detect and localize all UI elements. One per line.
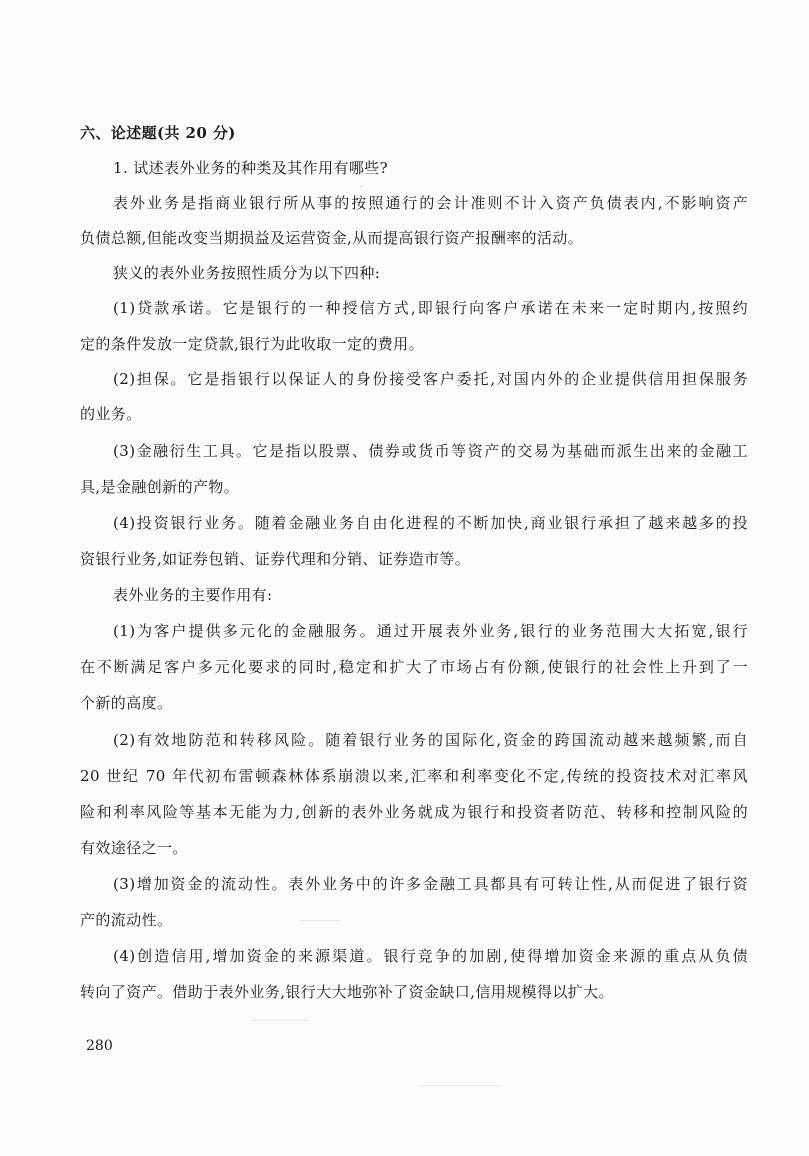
paragraph-line: 在不断满足客户多元化要求的同时,稳定和扩大了市场占有份额,使银行的社会性上升到了一	[80, 658, 748, 676]
paragraph-line: 产的流动性。	[80, 911, 173, 929]
paragraph-line: (4)投资银行业务。随着金融业务自由化进程的不断加快,商业银行承担了越来越多的投	[113, 514, 748, 532]
paragraph-line: 个新的高度。	[80, 694, 173, 712]
scan-speck	[250, 1020, 310, 1021]
section-heading: 六、论述题(共 20 分)	[80, 124, 236, 142]
paragraph-line: (4)创造信用,增加资金的来源渠道。银行竞争的加剧,使得增加资金来源的重点从负债	[113, 947, 748, 965]
paragraph-line: 有效途径之一。	[80, 839, 188, 857]
scan-speck	[360, 186, 362, 187]
paragraph-line: 20 世纪 70 年代初布雷顿森林体系崩溃以来,汇率和利率变化不定,传统的投资技术对汇率风	[80, 767, 748, 785]
paragraph-line: 的业务。	[80, 405, 142, 423]
paragraph-line: (3)增加资金的流动性。表外业务中的许多金融工具都具有可转让性,从而促进了银行资	[113, 875, 748, 893]
paragraph-line: (2)担保。它是指银行以保证人的身份接受客户委托,对国内外的企业提供信用担保服务	[113, 370, 748, 388]
paragraph-line: (3)金融衍生工具。它是指以股票、债券或货币等资产的交易为基础而派生出来的金融工	[113, 442, 748, 460]
question-title: 1. 试述表外业务的种类及其作用有哪些?	[113, 159, 389, 177]
paragraph-line: (2)有效地防范和转移风险。随着银行业务的国际化,资金的跨国流动越来越频繁,而自	[113, 731, 748, 749]
paragraph-line: 转向了资产。借助于表外业务,银行大大地弥补了资金缺口,信用规模得以扩大。	[80, 983, 614, 1001]
paragraph-line: 表外业务的主要作用有:	[113, 586, 273, 604]
paragraph-line: (1)贷款承诺。它是银行的一种授信方式,即银行向客户承诺在未来一定时期内,按照约	[113, 299, 748, 317]
paragraph-line: 狭义的表外业务按照性质分为以下四种:	[113, 264, 381, 282]
paragraph-line: (1)为客户提供多元化的金融服务。通过开展表外业务,银行的业务范围大大拓宽,银行	[113, 622, 748, 640]
scan-speck	[420, 1085, 500, 1086]
paragraph-line: 险和利率风险等基本无能为力,创新的表外业务就成为银行和投资者防范、转移和控制风险的	[80, 803, 748, 821]
paragraph-line: 资银行业务,如证券包销、证券代理和分销、证券造市等。	[80, 550, 471, 568]
paragraph-line: 定的条件发放一定贷款,银行为此收取一定的费用。	[80, 335, 424, 353]
page-number: 280	[86, 1038, 113, 1054]
paragraph-line: 表外业务是指商业银行所从事的按照通行的会计准则不计入资产负债表内,不影响资产	[113, 194, 748, 212]
scan-speck	[300, 920, 340, 921]
paragraph-line: 具,是金融创新的产物。	[80, 478, 240, 496]
paragraph-line: 负债总额,但能改变当期损益及运营资金,从而提高银行资产报酬率的活动。	[80, 229, 584, 247]
